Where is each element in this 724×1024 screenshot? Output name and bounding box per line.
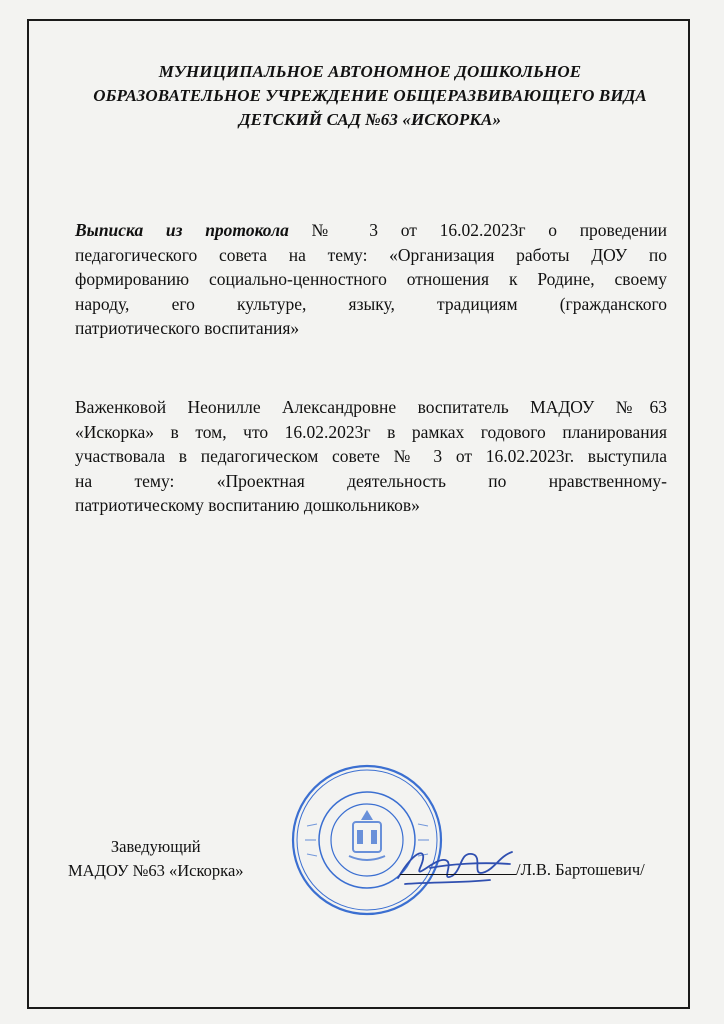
- extract-line-2: педагогического совета на тему: «Организация работы ДОУ по: [75, 244, 667, 265]
- extract-line-1-rest: № 3 от 16.02.2023г о проведении: [311, 220, 668, 240]
- statement-line-3: участвовала в педагогическом совете № 3 от 16.02.2023г. выступила: [75, 446, 667, 466]
- signatory-organization: МАДОУ №63 «Искорка»: [68, 861, 244, 880]
- signature-line-block: [400, 858, 670, 880]
- signatory-position: Заведующий: [110, 837, 201, 856]
- signatory-name: /Л.В. Бартошевич/: [516, 860, 645, 879]
- header-line-1: МУНИЦИПАЛЬНОЕ АВТОНОМНОЕ ДОШКОЛЬНОЕ: [158, 62, 582, 81]
- header-line-2: ОБРАЗОВАТЕЛЬНОЕ УЧРЕЖДЕНИЕ ОБЩЕРАЗВИВАЮЩЕГО ВИДА: [93, 86, 647, 105]
- protocol-extract-paragraph: [75, 218, 667, 341]
- statement-line-1: Важенковой Неонилле Александровне воспитатель МАДОУ №63: [75, 397, 667, 417]
- signature-underline: [400, 858, 516, 875]
- extract-line-5: патриотического воспитания»: [75, 318, 300, 338]
- statement-line-5: патриотическому воспитанию дошкольников»: [75, 495, 420, 515]
- document-header: [60, 60, 680, 132]
- statement-paragraph: [75, 395, 667, 518]
- header-line-3: ДЕТСКИЙ САД №63 «ИСКОРКА»: [238, 110, 502, 129]
- statement-line-4: на тему: «Проектная деятельность по нравственному-: [75, 470, 667, 491]
- statement-line-2: «Искорка» в том, что 16.02.2023г в рамках годового планирования: [75, 421, 667, 442]
- signatory-title: [68, 835, 244, 883]
- extract-line-1: [75, 218, 667, 243]
- extract-line-4: народу, его культуре, языку, традициям (гражданского: [75, 293, 667, 314]
- extract-title: Выписка из протокола: [75, 220, 289, 240]
- extract-line-3: формированию социально-ценностного отношения к Родине, своему: [75, 269, 667, 289]
